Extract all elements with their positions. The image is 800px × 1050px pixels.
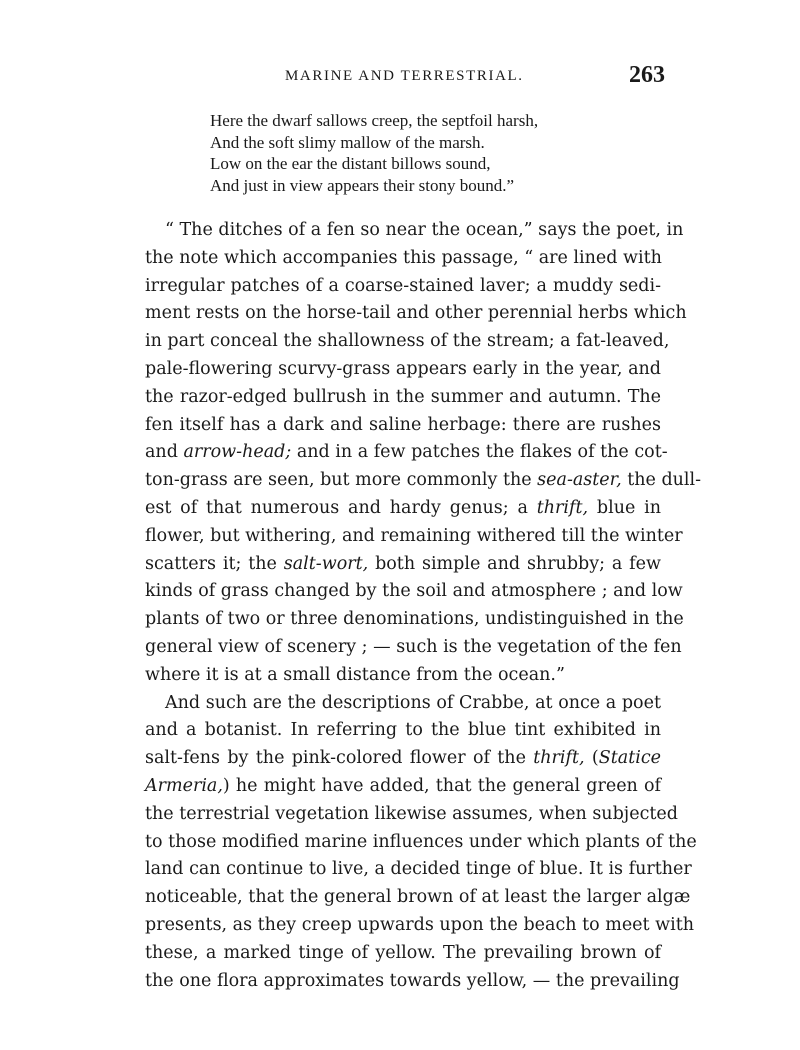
text-line [145, 439, 668, 467]
text-line: these, a marked tinge of yellow. The prevailing brown of [145, 942, 661, 963]
text-line [145, 495, 661, 523]
verse-line: Low on the ear the distant billows sound, [210, 154, 491, 173]
italic-term: Statice [598, 748, 661, 769]
text-line: where it is at a small distance from the ocean.” [145, 664, 565, 685]
text-line: fen itself has a dark and saline herbage: there are rushes [145, 414, 661, 435]
italic-term: salt-wort, [283, 553, 369, 574]
text-run: est of that numerous and hardy genus; a [145, 497, 537, 518]
verse-line: And just in view appears their stony bound.” [210, 175, 515, 195]
text-line: the one flora approximates towards yellow, — the prevailing [145, 970, 680, 991]
italic-term: arrow-head; [183, 442, 292, 463]
text-line [145, 551, 661, 579]
italic-term: Armeria, [145, 775, 223, 796]
text-line: pale-flowering scurvy-grass appears early in the year, and [145, 358, 661, 379]
text-run: salt-fens by the pink-colored flower of the [145, 748, 534, 769]
text-run: ( [584, 748, 599, 769]
text-line: the note which accompanies this passage, “ are lined with [145, 247, 662, 268]
body-text [145, 217, 702, 995]
text-run: and [145, 442, 184, 463]
text-run: both simple and shrubby; a few [368, 553, 661, 574]
page-number: 263 [629, 62, 665, 88]
running-title: MARINE AND TERRESTRIAL. [285, 68, 524, 84]
italic-term: thrift, [533, 748, 585, 769]
text-line: noticeable, that the general brown of at least the larger algæ [145, 887, 691, 908]
text-run: the dull- [621, 470, 702, 491]
text-line: and a botanist. In referring to the blue tint exhibited in [145, 720, 661, 741]
italic-term: thrift, [536, 497, 589, 518]
text-run: and in a few patches the flakes of the cot- [291, 442, 668, 463]
italic-term: sea-aster, [537, 470, 622, 491]
verse-quotation [210, 110, 630, 196]
text-line: plants of two or three denominations, undistinguished in the [145, 609, 684, 630]
text-run: ton-grass are seen, but more commonly the [145, 470, 538, 491]
text-line: the terrestrial vegetation likewise assumes, when subjected [145, 803, 678, 824]
text-run: scatters it; the [145, 553, 284, 574]
text-line: kinds of grass changed by the soil and atmosphere ; and low [145, 581, 683, 602]
text-run: blue in [588, 497, 662, 518]
text-line: in part conceal the shallowness of the stream; a fat-leaved, [145, 331, 670, 352]
text-line [145, 467, 702, 495]
running-head [145, 62, 665, 92]
text-line [145, 745, 661, 773]
text-line: ment rests on the horse-tail and other perennial herbs which [145, 303, 687, 324]
text-line: the razor-edged bullrush in the summer and autumn. The [145, 386, 661, 407]
text-line: presents, as they creep upwards upon the beach to meet with [145, 914, 695, 935]
text-line: And such are the descriptions of Crabbe, at once a poet [165, 692, 661, 713]
verse-line: And the soft slimy mallow of the marsh. [210, 132, 485, 152]
text-line: “ The ditches of a fen so near the ocean,” says the poet, in [165, 220, 684, 240]
text-line [145, 773, 661, 801]
text-line: to those modified marine influences under which plants of the [145, 831, 697, 852]
verse-line: Here the dwarf sallows creep, the septfoil harsh, [210, 111, 539, 130]
text-run: ) he might have added, that the general green of [222, 775, 661, 796]
text-line: flower, but withering, and remaining withered till the winter [145, 525, 683, 546]
text-line: land can continue to live, a decided tinge of blue. It is further [145, 859, 692, 880]
text-line: general view of scenery ; — such is the vegetation of the fen [145, 636, 682, 657]
text-line: irregular patches of a coarse-stained laver; a muddy sedi- [145, 275, 661, 296]
